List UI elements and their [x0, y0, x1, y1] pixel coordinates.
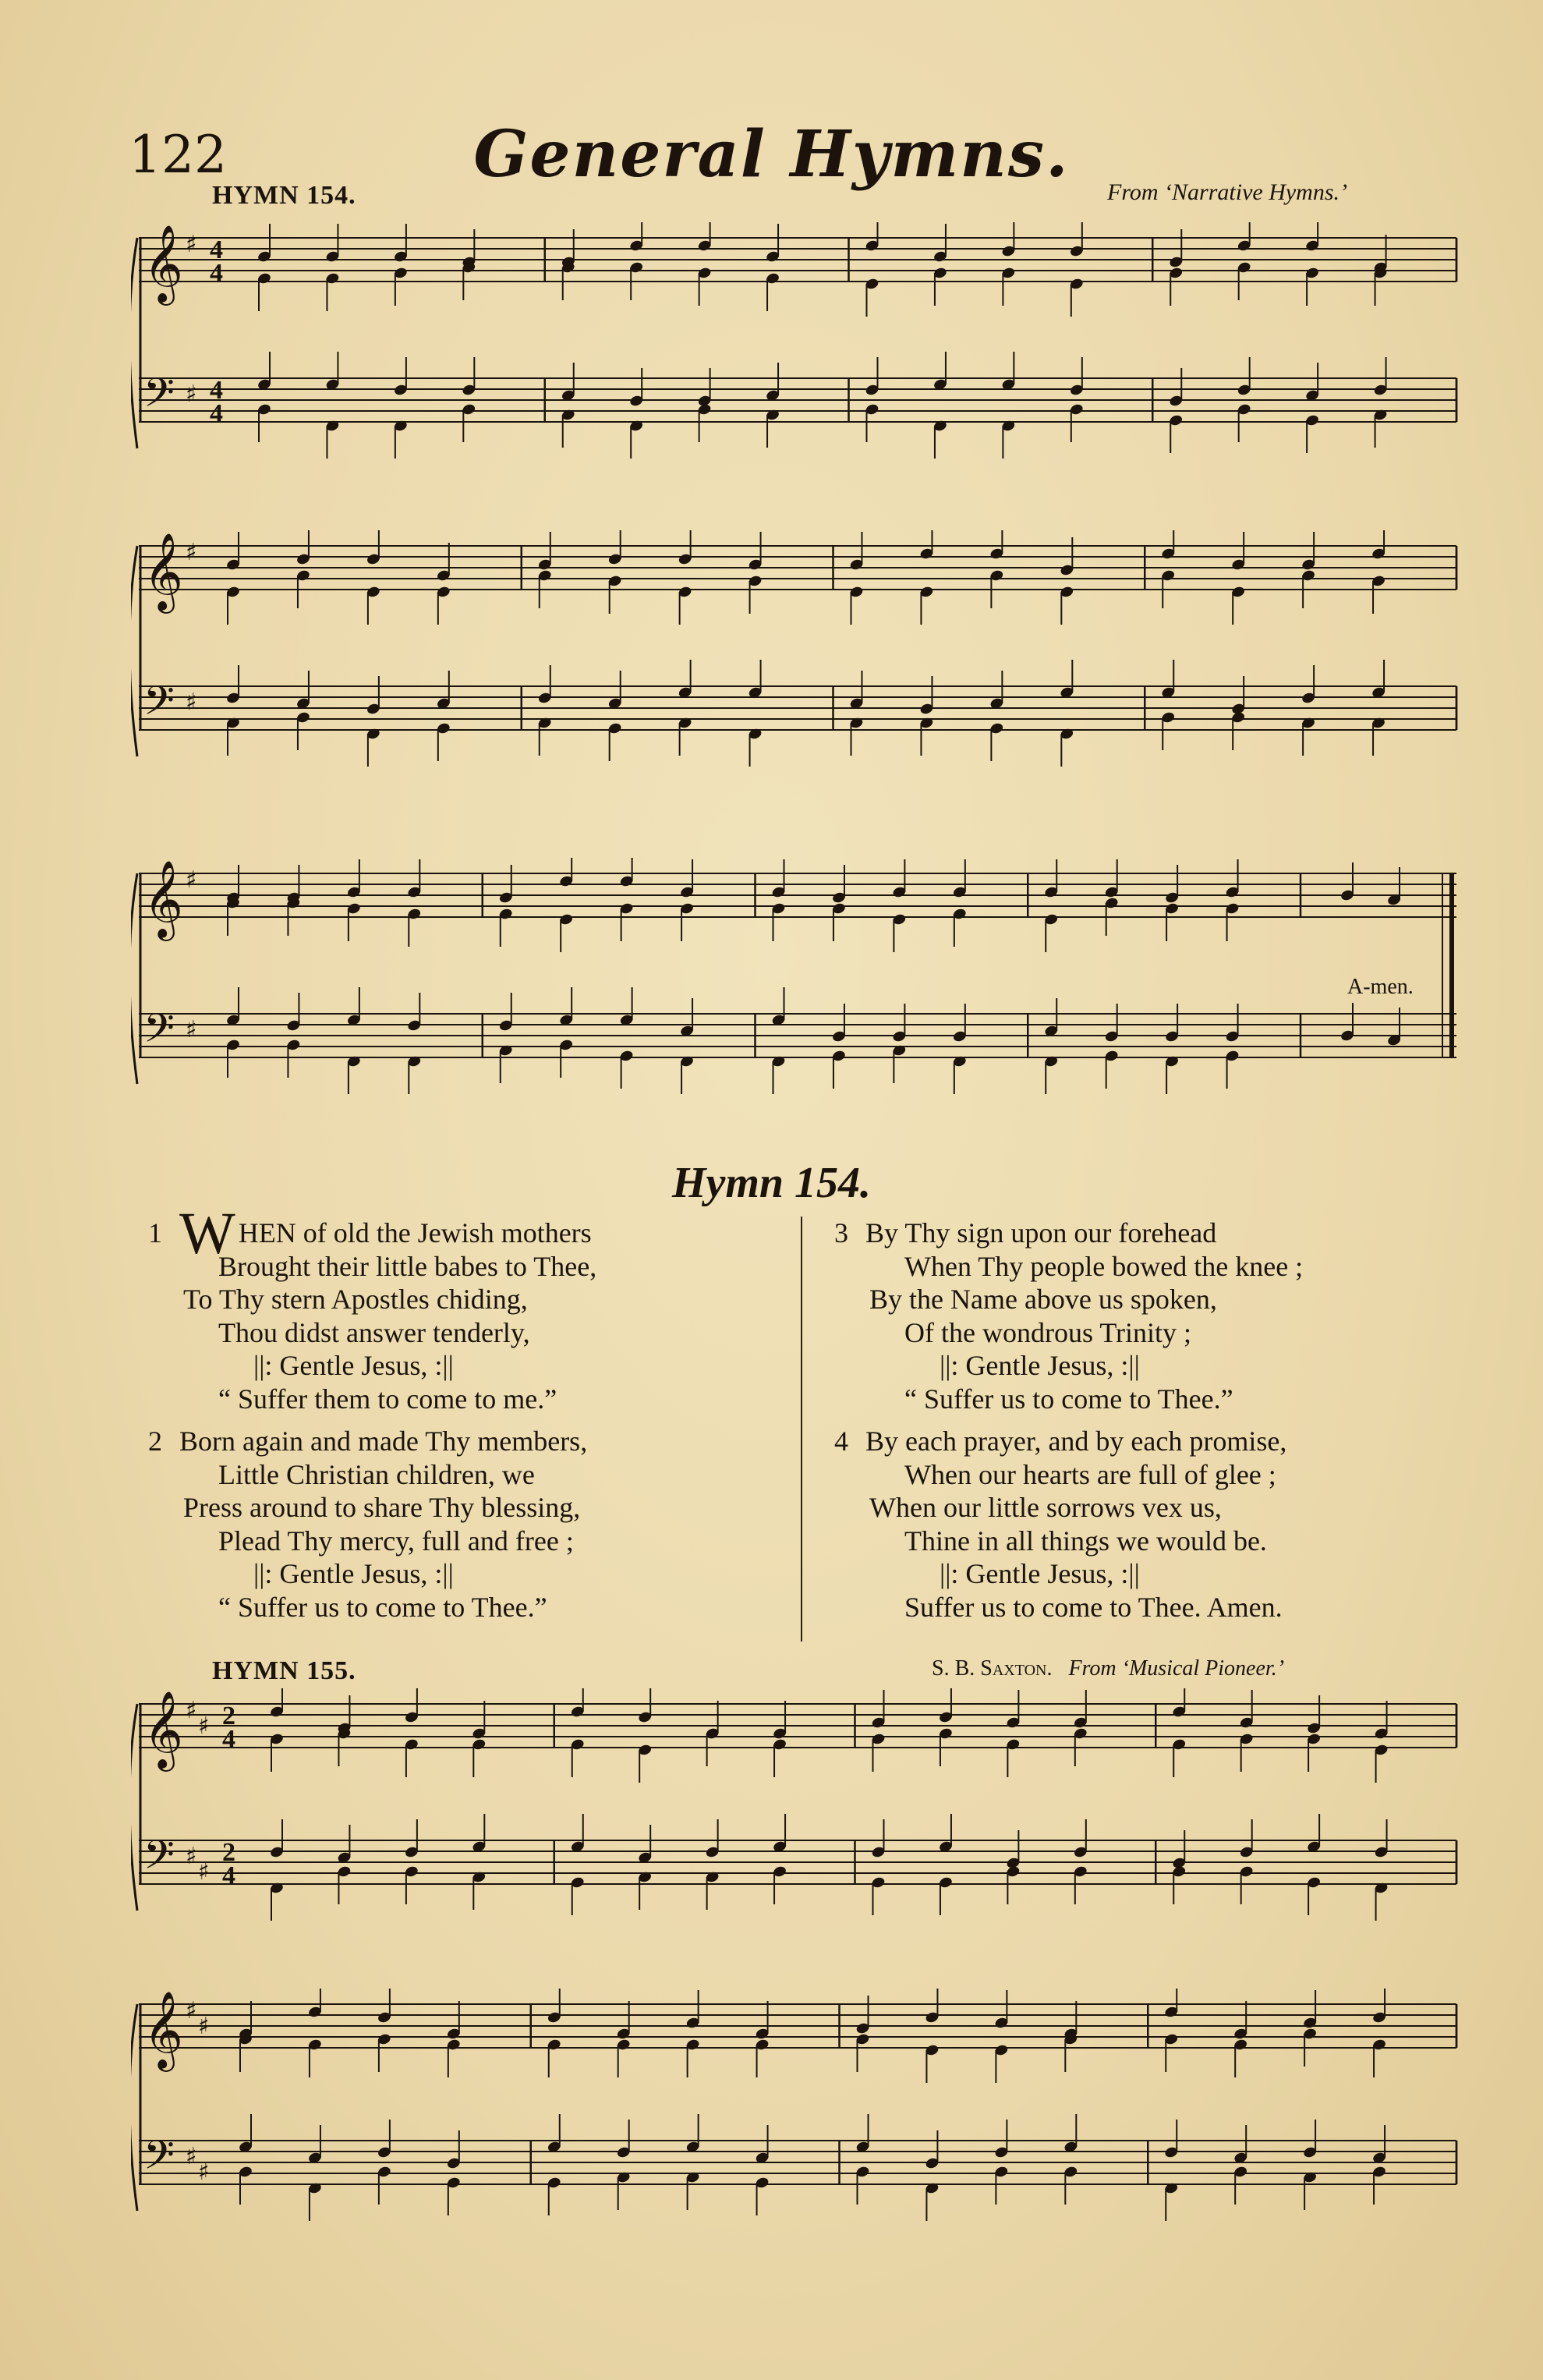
- sharp-icon: ♯: [198, 1712, 210, 1740]
- verse-number: 2: [148, 1426, 162, 1457]
- bass-clef-icon: 𝄢: [143, 1004, 175, 1061]
- verse-line: Thine in all things we would be.: [904, 1525, 1267, 1557]
- sharp-icon: ♯: [186, 866, 197, 894]
- music-notation: [131, 858, 1480, 1166]
- verse-line: To Thy stern Apostles chiding,: [183, 1284, 528, 1315]
- bass-clef-icon: 𝄢: [143, 2131, 175, 2188]
- hymn-154-verses: [148, 1201, 1442, 1638]
- sharp-icon: ♯: [186, 2143, 197, 2170]
- verse-line: When our hearts are full of glee ;: [904, 1458, 1276, 1490]
- system-brace: [131, 873, 137, 1084]
- sharp-icon: ♯: [186, 231, 197, 258]
- verse-line: Brought their little babes to Thee,: [218, 1250, 597, 1282]
- bass-clef-icon: 𝄢: [143, 1831, 175, 1888]
- hymn-155-author: S. B. Saxton.: [932, 1656, 1053, 1681]
- verse-line: “ Suffer us to come to Thee.”: [904, 1383, 1233, 1415]
- time-signature: 4: [222, 1725, 235, 1754]
- verse-line: Suffer us to come to Thee. Amen.: [904, 1591, 1283, 1623]
- page-title: General Hymns.: [473, 117, 1070, 192]
- verse-line: “ Suffer us to come to Thee.”: [218, 1591, 547, 1623]
- verse-line: When our little sorrows vex us,: [869, 1492, 1222, 1523]
- hymn-154-source: From ‘Narrative Hymns.’: [1107, 179, 1348, 205]
- amen-label: A-men.: [1347, 975, 1414, 999]
- verse-line: Plead Thy mercy, full and free ;: [218, 1525, 574, 1557]
- treble-clef-icon: 𝄞: [143, 533, 183, 611]
- verse-line: By each prayer, and by each promise,: [865, 1426, 1287, 1457]
- time-signature: 2: [222, 1702, 235, 1730]
- sharp-icon: ♯: [198, 1858, 210, 1886]
- verse-line: “ Suffer them to come to me.”: [218, 1383, 557, 1415]
- refrain-line: ||: Gentle Jesus, :||: [253, 1350, 454, 1381]
- time-signature: 4: [210, 399, 223, 428]
- time-signature: 4: [210, 236, 223, 264]
- time-signature: 2: [222, 1838, 235, 1867]
- verse-4: [834, 1425, 1458, 1624]
- music-system-1: [131, 222, 1480, 530]
- verse-line: Of the wondrous Trinity ;: [904, 1316, 1192, 1348]
- verse-line: By the Name above us spoken,: [869, 1284, 1217, 1315]
- sharp-icon: ♯: [186, 1697, 197, 1724]
- hymn-155-label: HYMN 155.: [212, 1656, 356, 1685]
- column-divider: [801, 1217, 802, 1642]
- hymn-154-heading: Hymn 154.: [671, 1159, 872, 1207]
- treble-clef-icon: 𝄞: [143, 1691, 183, 1769]
- hymn-155-source: [932, 1656, 1284, 1681]
- bass-clef-icon: 𝄢: [143, 677, 175, 734]
- verse-3: [834, 1217, 1458, 1415]
- sharp-icon: ♯: [186, 1016, 197, 1043]
- verse-line: When Thy people bowed the knee ;: [904, 1250, 1304, 1282]
- verse-number: 4: [834, 1426, 848, 1457]
- time-signature: 4: [222, 1861, 235, 1890]
- sharp-icon: ♯: [186, 1997, 197, 2024]
- music-notation: [131, 1989, 1480, 2285]
- verses-left-column: [148, 1201, 787, 1633]
- sharp-icon: ♯: [198, 2013, 210, 2040]
- hymn-155-from: From ‘Musical Pioneer.’: [1068, 1656, 1285, 1681]
- verse-line: Born again and made Thy members,: [179, 1426, 588, 1457]
- verse-number: 3: [834, 1217, 848, 1248]
- time-signature: 4: [210, 259, 223, 288]
- system-brace: [131, 1704, 137, 1911]
- system-brace: [131, 238, 137, 448]
- treble-clef-icon: 𝄞: [143, 225, 183, 303]
- music-notation: [131, 530, 1480, 858]
- drop-capital: W: [179, 1201, 235, 1266]
- sharp-icon: ♯: [186, 1843, 197, 1870]
- refrain-line: ||: Gentle Jesus, :||: [253, 1558, 454, 1589]
- verses-right-column: [834, 1217, 1458, 1633]
- verse-number: 1: [148, 1217, 162, 1248]
- hymn-154-label: HYMN 154.: [212, 181, 356, 210]
- refrain-line: ||: Gentle Jesus, :||: [940, 1558, 1140, 1589]
- sharp-icon: ♯: [186, 381, 197, 408]
- verse-1: [148, 1201, 787, 1415]
- page-number: 122: [129, 125, 227, 185]
- sharp-icon: ♯: [186, 539, 197, 566]
- sharp-icon: ♯: [186, 689, 197, 716]
- verse-line: HEN of old the Jewish mothers: [238, 1217, 592, 1248]
- sharp-icon: ♯: [198, 2159, 210, 2186]
- verse-line: By Thy sign upon our forehead: [865, 1217, 1217, 1248]
- system-brace: [131, 2004, 137, 2211]
- music-system-3: [131, 858, 1480, 1166]
- refrain-line: ||: Gentle Jesus, :||: [940, 1350, 1140, 1381]
- treble-clef-icon: 𝄞: [143, 1991, 183, 2069]
- time-signature: 4: [210, 376, 223, 405]
- verse-line: Press around to share Thy blessing,: [183, 1492, 581, 1523]
- verse-line: Little Christian children, we: [218, 1458, 535, 1490]
- verse-2: [148, 1425, 787, 1624]
- music-notation: [131, 1688, 1480, 1989]
- treble-clef-icon: 𝄞: [143, 860, 183, 938]
- bass-clef-icon: 𝄢: [143, 369, 175, 426]
- system-brace: [131, 546, 137, 756]
- music-system-2: [131, 530, 1480, 858]
- music-notation: [131, 222, 1480, 530]
- music-system-5: [131, 1989, 1480, 2285]
- music-system-4: [131, 1688, 1480, 1989]
- verse-line: Thou didst answer tenderly,: [218, 1316, 530, 1348]
